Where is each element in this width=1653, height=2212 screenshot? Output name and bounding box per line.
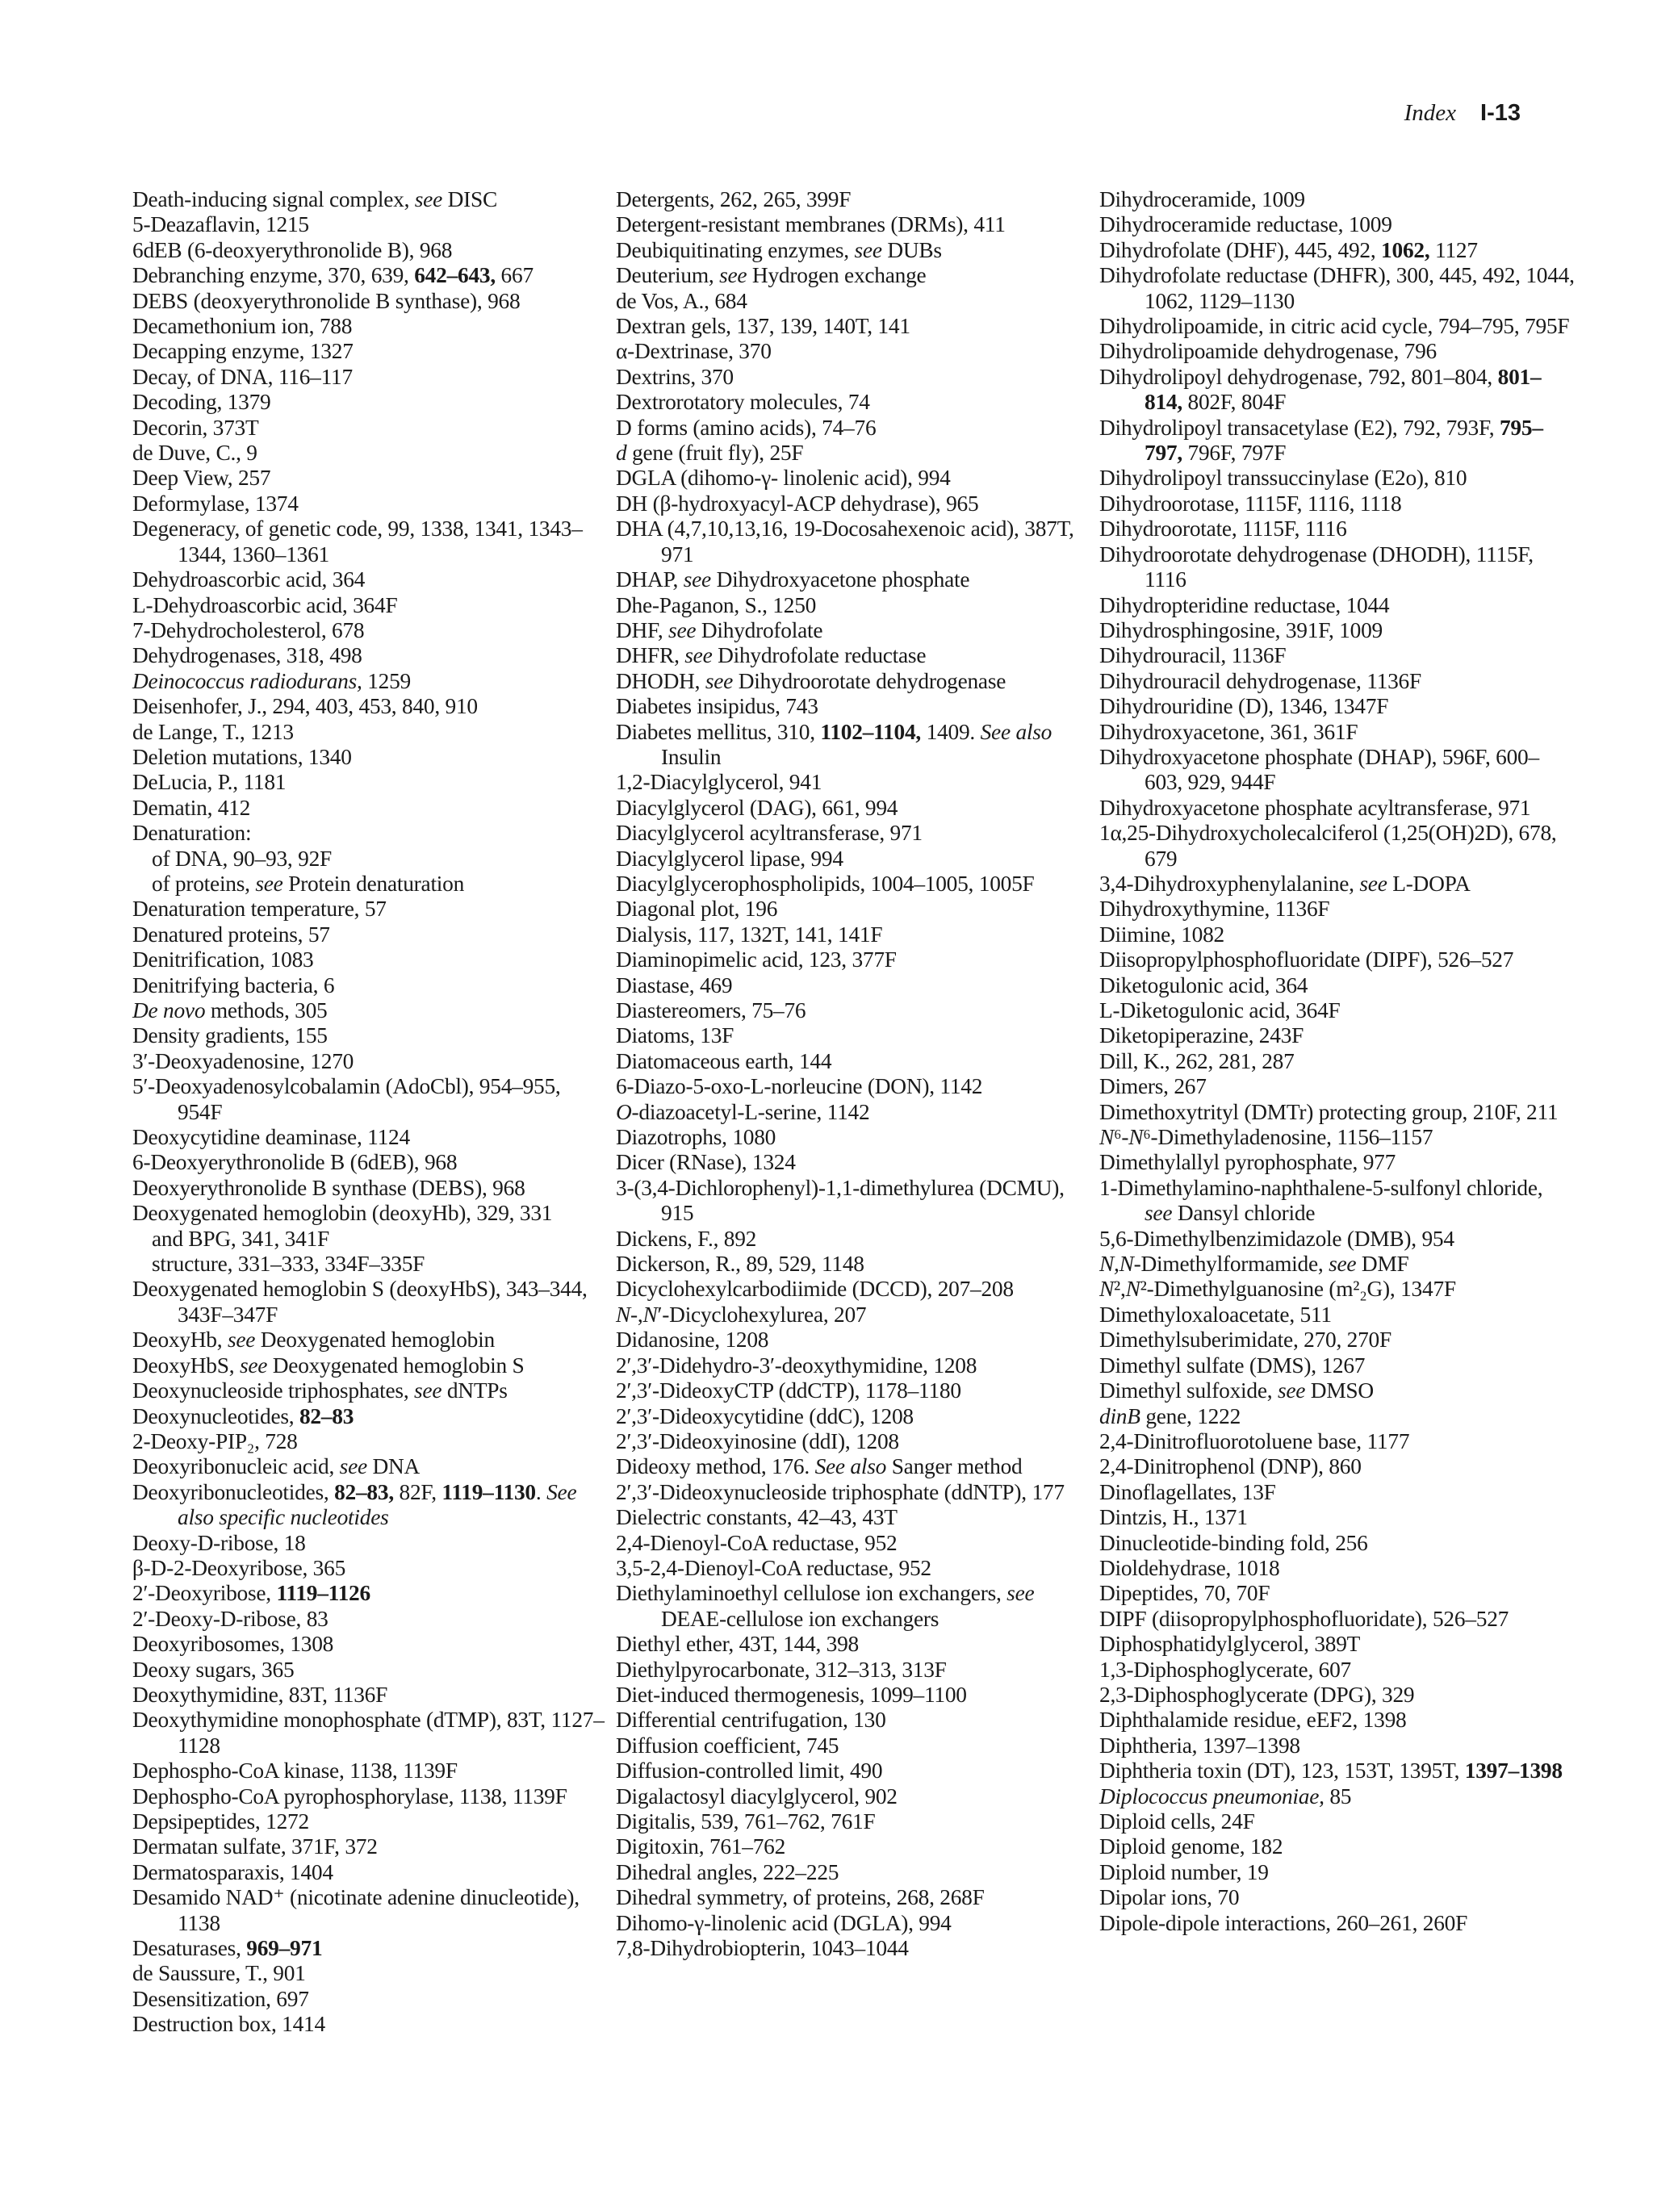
index-entry: Deoxynucleoside triphosphates, see dNTPs <box>132 1378 508 1403</box>
index-entry: Deformylase, 1374 <box>132 491 299 516</box>
index-entry: Dipole-dipole interactions, 260–261, 260F <box>1099 1910 1468 1935</box>
index-entry: 7-Dehydrocholesterol, 678 <box>132 617 365 642</box>
index-entry: Dematin, 412 <box>132 795 251 820</box>
index-entry: Dihydrolipoamide, in citric acid cycle, 794–795, 795F <box>1099 314 1570 339</box>
index-subentry: of proteins, see Protein denaturation <box>152 871 465 896</box>
index-entry: Deep View, 257 <box>132 466 271 491</box>
index-entry: Digalactosyl diacylglycerol, 902 <box>616 1783 898 1808</box>
index-entry: Dielectric constants, 42–43, 43T <box>616 1505 898 1530</box>
index-entry: 2′,3′-Dideoxycytidine (ddC), 1208 <box>616 1403 914 1428</box>
index-entry: L-Dehydroascorbic acid, 364F <box>132 592 398 617</box>
index-entry: Diacylglycerol (DAG), 661, 994 <box>616 795 898 820</box>
index-entry: Diphosphatidylglycerol, 389T <box>1099 1632 1361 1657</box>
index-entry: Dihydrouridine (D), 1346, 1347F <box>1099 694 1389 719</box>
index-entry: Diabetes mellitus, 310, 1102–1104, 1409. See also Insulin <box>616 719 1052 769</box>
index-entry: Dioldehydrase, 1018 <box>1099 1555 1280 1580</box>
index-entry: de Lange, T., 1213 <box>132 719 294 744</box>
index-entry: Didanosine, 1208 <box>616 1328 769 1353</box>
index-entry: Decapping enzyme, 1327 <box>132 339 354 364</box>
index-entry: Deoxythymidine monophosphate (dTMP), 83T, 1127–1128 <box>132 1708 605 1758</box>
index-entry: de Vos, A., 684 <box>616 288 747 313</box>
index-entry: Diatoms, 13F <box>616 1023 734 1048</box>
index-entry: d gene (fruit fly), 25F <box>616 441 804 466</box>
index-entry: Dihomo-γ-linolenic acid (DGLA), 994 <box>616 1910 952 1935</box>
index-entry: Dimethylallyl pyrophosphate, 977 <box>1099 1150 1396 1175</box>
index-entry: Denitrification, 1083 <box>132 947 314 972</box>
index-entry: Dextran gels, 137, 139, 140T, 141 <box>616 314 910 339</box>
index-entry: Deoxynucleotides, 82–83 <box>132 1403 354 1428</box>
index-entry: 2,4-Dinitrofluorotoluene base, 1177 <box>1099 1428 1410 1453</box>
index-column-3 <box>1099 187 1576 1936</box>
index-entry: Dimethyl sulfate (DMS), 1267 <box>1099 1353 1366 1378</box>
index-entry: Diacylglycerophospholipids, 1004–1005, 1005F <box>616 871 1035 896</box>
index-entry: Deoxy-D-ribose, 18 <box>132 1530 306 1555</box>
index-entry: Desensitization, 697 <box>132 1986 309 2011</box>
index-entry: Dihydrouracil dehydrogenase, 1136F <box>1099 668 1421 693</box>
index-entry: Dimers, 267 <box>1099 1074 1207 1099</box>
index-entry: 6dEB (6-deoxyerythronolide B), 968 <box>132 237 453 262</box>
index-entry: Digitoxin, 761–762 <box>616 1834 786 1859</box>
index-entry: Dihydrofolate (DHF), 445, 492, 1062, 1127 <box>1099 237 1478 262</box>
index-entry: Decoding, 1379 <box>132 390 271 415</box>
index-entry: Dihydropteridine reductase, 1044 <box>1099 592 1390 617</box>
index-entry: Dihydrolipoamide dehydrogenase, 796 <box>1099 339 1437 364</box>
index-entry: Diketogulonic acid, 364 <box>1099 972 1308 997</box>
index-entry: Diacylglycerol acyltransferase, 971 <box>616 821 923 846</box>
index-column-1 <box>132 187 609 2038</box>
index-entry: 2-Deoxy-PIP₂, 728 <box>132 1428 298 1453</box>
index-entry: N²,N²-Dimethylguanosine (m²₂G), 1347F <box>1099 1277 1456 1302</box>
index-entry: DHODH, see Dihydroorotate dehydrogenase <box>616 668 1006 693</box>
index-entry: Dihydroceramide reductase, 1009 <box>1099 212 1392 237</box>
index-entry: L-Diketogulonic acid, 364F <box>1099 998 1341 1022</box>
index-entry: Diet-induced thermogenesis, 1099–1100 <box>616 1682 967 1707</box>
index-entry: Dephospho-CoA kinase, 1138, 1139F <box>132 1758 458 1783</box>
index-entry: Diplococcus pneumoniae, 85 <box>1099 1783 1352 1808</box>
index-entry: Dihydroxyacetone phosphate (DHAP), 596F, 600–603, 929, 944F <box>1099 744 1539 795</box>
index-entry: D forms (amino acids), 74–76 <box>616 415 877 440</box>
index-entry: Deletion mutations, 1340 <box>132 744 352 769</box>
index-entry: 7,8-Dihydrobiopterin, 1043–1044 <box>616 1936 909 1961</box>
index-entry: 3,4-Dihydroxyphenylalanine, see L-DOPA <box>1099 871 1471 896</box>
index-entry: Deubiquitinating enzymes, see DUBs <box>616 237 942 262</box>
index-entry: Diacylglycerol lipase, 994 <box>616 846 843 871</box>
index-entry: Dihydroorotate dehydrogenase (DHODH), 1115F, 1116 <box>1099 542 1534 592</box>
index-entry: dinB gene, 1222 <box>1099 1403 1241 1428</box>
index-entry: 2′-Deoxy-D-ribose, 83 <box>132 1606 329 1631</box>
index-entry: 1-Dimethylamino-naphthalene-5-sulfonyl chloride, see Dansyl chloride <box>1099 1175 1543 1226</box>
index-entry: Desamido NAD⁺ (nicotinate adenine dinucleotide), 1138 <box>132 1885 580 1935</box>
index-entry: Depsipeptides, 1272 <box>132 1809 309 1834</box>
index-entry: Deuterium, see Hydrogen exchange <box>616 263 927 288</box>
index-entry: α-Dextrinase, 370 <box>616 339 772 364</box>
index-entry: Deoxyribonucleotides, 82–83, 82F, 1119–1130. See also specific nucleotides <box>132 1479 577 1530</box>
index-entry: 2′,3′-Dideoxynucleoside triphosphate (ddNTP), 177 <box>616 1479 1065 1504</box>
index-entry: 2′,3′-DideoxyCTP (ddCTP), 1178–1180 <box>616 1378 961 1403</box>
index-entry: Dihydrolipoyl transsuccinylase (E2o), 810 <box>1099 466 1467 491</box>
index-entry: Denatured proteins, 57 <box>132 922 330 947</box>
index-entry: Density gradients, 155 <box>132 1023 328 1048</box>
index-entry: Dihydrouracil, 1136F <box>1099 643 1287 668</box>
index-entry: Decorin, 373T <box>132 415 259 440</box>
index-entry: Dihedral angles, 222–225 <box>616 1859 839 1884</box>
index-entry: Denaturation: <box>132 821 252 846</box>
index-entry: Dihydroorotate, 1115F, 1116 <box>1099 516 1347 542</box>
index-entry: DGLA (dihomo-γ- linolenic acid), 994 <box>616 466 951 491</box>
index-subentry: and BPG, 341, 341F <box>152 1226 329 1251</box>
index-entry: Diethylaminoethyl cellulose ion exchangers, see DEAE-cellulose ion exchangers <box>616 1581 1035 1631</box>
index-entry: Denitrifying bacteria, 6 <box>132 972 335 997</box>
index-entry: Diethyl ether, 43T, 144, 398 <box>616 1632 859 1657</box>
index-entry: DHF, see Dihydrofolate <box>616 617 823 642</box>
index-entry: Deisenhofer, J., 294, 403, 453, 840, 910 <box>132 694 478 719</box>
index-entry: Detergents, 262, 265, 399F <box>616 187 852 211</box>
index-entry: Dicyclohexylcarbodiimide (DCCD), 207–208 <box>616 1277 1014 1302</box>
index-entry: Deoxyribosomes, 1308 <box>132 1632 334 1657</box>
index-entry: Death-inducing signal complex, see DISC <box>132 187 498 211</box>
index-entry: Dextrorotatory molecules, 74 <box>616 390 870 415</box>
index-entry: Dill, K., 262, 281, 287 <box>1099 1048 1295 1073</box>
index-entry: Diploid cells, 24F <box>1099 1809 1255 1834</box>
index-entry: Diagonal plot, 196 <box>616 897 778 922</box>
index-entry: 6-Diazo-5-oxo-L-norleucine (DON), 1142 <box>616 1074 983 1099</box>
index-subentry: structure, 331–333, 334F–335F <box>152 1252 425 1277</box>
index-entry: Dickens, F., 892 <box>616 1226 757 1251</box>
index-entry: Dephospho-CoA pyrophosphorylase, 1138, 1139F <box>132 1783 567 1808</box>
index-entry: 5-Deazaflavin, 1215 <box>132 212 309 237</box>
index-entry: Deoxygenated hemoglobin S (deoxyHbS), 343–344, 343F–347F <box>132 1277 588 1327</box>
index-entry: Dihydroceramide, 1009 <box>1099 187 1305 211</box>
index-entry: Diphtheria toxin (DT), 123, 153T, 1395T, 1397–1398 <box>1099 1758 1563 1783</box>
index-entry: Dhe-Paganon, S., 1250 <box>616 592 817 617</box>
page-number: I-13 <box>1480 100 1521 126</box>
index-subentry: of DNA, 90–93, 92F <box>152 846 332 871</box>
index-entry: Dihydrofolate reductase (DHFR), 300, 445, 492, 1044, 1062, 1129–1130 <box>1099 263 1575 313</box>
index-entry: Destruction box, 1414 <box>132 2012 325 2037</box>
index-entry: Dimethoxytrityl (DMTr) protecting group, 210F, 211 <box>1099 1099 1559 1124</box>
index-entry: 2,4-Dienoyl-CoA reductase, 952 <box>616 1530 898 1555</box>
index-entry: Dipeptides, 70, 70F <box>1099 1581 1270 1606</box>
index-entry: N-,N′-Dicyclohexylurea, 207 <box>616 1302 867 1327</box>
index-entry: Dimethyloxaloacetate, 511 <box>1099 1302 1332 1327</box>
running-header <box>1404 100 1521 127</box>
index-entry: β-D-2-Deoxyribose, 365 <box>132 1555 346 1580</box>
index-entry: Dideoxy method, 176. See also Sanger method <box>616 1454 1023 1479</box>
index-entry: Digitalis, 539, 761–762, 761F <box>616 1809 876 1834</box>
index-entry: Diffusion-controlled limit, 490 <box>616 1758 883 1783</box>
index-entry: Degeneracy, of genetic code, 99, 1338, 1341, 1343–1344, 1360–1361 <box>132 516 583 567</box>
index-entry: 1α,25-Dihydroxycholecalciferol (1,25(OH)2D), 678, 679 <box>1099 821 1557 871</box>
index-entry: O-diazoacetyl-L-serine, 1142 <box>616 1099 870 1124</box>
index-entry: Dinucleotide-binding fold, 256 <box>1099 1530 1368 1555</box>
index-entry: Diastase, 469 <box>616 972 733 997</box>
index-entry: 2′,3′-Dideoxyinosine (ddI), 1208 <box>616 1428 899 1453</box>
index-entry: Deoxycytidine deaminase, 1124 <box>132 1125 410 1150</box>
index-entry: Diffusion coefficient, 745 <box>616 1733 839 1758</box>
index-entry: 3-(3,4-Dichlorophenyl)-1,1-dimethylurea (DCMU), 915 <box>616 1175 1065 1226</box>
index-entry: Diploid genome, 182 <box>1099 1834 1283 1859</box>
index-entry: Deinococcus radiodurans, 1259 <box>132 668 412 693</box>
index-entry: Dicer (RNase), 1324 <box>616 1150 796 1175</box>
index-entry: Dimethylsuberimidate, 270, 270F <box>1099 1328 1391 1353</box>
index-entry: 2,3-Diphosphoglycerate (DPG), 329 <box>1099 1682 1415 1707</box>
index-entry: 3′-Deoxyadenosine, 1270 <box>132 1048 354 1073</box>
index-entry: Detergent-resistant membranes (DRMs), 411 <box>616 212 1006 237</box>
index-entry: N⁶-N⁶-Dimethyladenosine, 1156–1157 <box>1099 1125 1433 1150</box>
index-entry: Deoxythymidine, 83T, 1136F <box>132 1682 388 1707</box>
index-entry: DEBS (deoxyerythronolide B synthase), 968 <box>132 288 521 313</box>
index-entry: Dihydroorotase, 1115F, 1116, 1118 <box>1099 491 1402 516</box>
index-entry: de Duve, C., 9 <box>132 441 257 466</box>
index-entry: Dihedral symmetry, of proteins, 268, 268F <box>616 1885 985 1910</box>
index-entry: Dickerson, R., 89, 529, 1148 <box>616 1252 864 1277</box>
index-entry: 2′,3′-Didehydro-3′-deoxythymidine, 1208 <box>616 1353 977 1378</box>
index-entry: DHAP, see Dihydroxyacetone phosphate <box>616 567 970 592</box>
index-entry: Dehydroascorbic acid, 364 <box>132 567 366 592</box>
index-entry: de Saussure, T., 901 <box>132 1961 306 1986</box>
index-entry: De novo methods, 305 <box>132 998 328 1022</box>
index-entry: Diazotrophs, 1080 <box>616 1125 776 1150</box>
index-entry: Debranching enzyme, 370, 639, 642–643, 667 <box>132 263 534 288</box>
index-entry: Dextrins, 370 <box>616 364 734 389</box>
index-entry: 2′-Deoxyribose, 1119–1126 <box>132 1581 370 1606</box>
index-entry: Diketopiperazine, 243F <box>1099 1023 1304 1048</box>
index-entry: N,N-Dimethylformamide, see DMF <box>1099 1252 1409 1277</box>
index-entry: DeLucia, P., 1181 <box>132 770 287 795</box>
index-entry: Dimethyl sulfoxide, see DMSO <box>1099 1378 1374 1403</box>
index-entry: Desaturases, 969–971 <box>132 1936 323 1961</box>
index-entry: Deoxyerythronolide B synthase (DEBS), 968 <box>132 1175 525 1200</box>
index-entry: 5,6-Dimethylbenzimidazole (DMB), 954 <box>1099 1226 1454 1251</box>
index-entry: Dihydrolipoyl dehydrogenase, 792, 801–804, 801–814, 802F, 804F <box>1099 364 1542 415</box>
index-entry: Deoxy sugars, 365 <box>132 1657 295 1682</box>
index-entry: 2,4-Dinitrophenol (DNP), 860 <box>1099 1454 1362 1479</box>
index-entry: Dihydroxythymine, 1136F <box>1099 897 1330 922</box>
index-entry: Dintzis, H., 1371 <box>1099 1505 1248 1530</box>
index-entry: Diisopropylphosphofluoridate (DIPF), 526–527 <box>1099 947 1514 972</box>
header-section-title: Index <box>1404 100 1457 126</box>
index-entry: Diastereomers, 75–76 <box>616 998 806 1022</box>
index-entry: Diabetes insipidus, 743 <box>616 694 818 719</box>
index-entry: Dihydrosphingosine, 391F, 1009 <box>1099 617 1383 642</box>
index-entry: Differential centrifugation, 130 <box>616 1708 886 1733</box>
index-entry: Diatomaceous earth, 144 <box>616 1048 832 1073</box>
index-entry: Dialysis, 117, 132T, 141, 141F <box>616 922 883 947</box>
index-entry: Dehydrogenases, 318, 498 <box>132 643 362 668</box>
index-entry: Dermatan sulfate, 371F, 372 <box>132 1834 378 1859</box>
index-entry: 1,2-Diacylglycerol, 941 <box>616 770 822 795</box>
index-entry: Diploid number, 19 <box>1099 1859 1269 1884</box>
index-entry: Diethylpyrocarbonate, 312–313, 313F <box>616 1657 947 1682</box>
index-entry: Dipolar ions, 70 <box>1099 1885 1240 1910</box>
index-entry: Diaminopimelic acid, 123, 377F <box>616 947 897 972</box>
index-entry: Diphtheria, 1397–1398 <box>1099 1733 1300 1758</box>
index-entry: Diimine, 1082 <box>1099 922 1224 947</box>
index-entry: DH (β-hydroxyacyl-ACP dehydrase), 965 <box>616 491 979 516</box>
index-entry: Deoxygenated hemoglobin (deoxyHb), 329, 331 <box>132 1201 553 1226</box>
index-entry: Deoxyribonucleic acid, see DNA <box>132 1454 421 1479</box>
index-column-2 <box>616 187 1092 1961</box>
index-entry: 3,5-2,4-Dienoyl-CoA reductase, 952 <box>616 1555 931 1580</box>
index-entry: Denaturation temperature, 57 <box>132 897 387 922</box>
index-entry: DIPF (diisopropylphosphofluoridate), 526–527 <box>1099 1606 1509 1631</box>
index-entry: Dihydroxyacetone, 361, 361F <box>1099 719 1358 744</box>
index-entry: DeoxyHb, see Deoxygenated hemoglobin <box>132 1328 495 1353</box>
index-entry: Diphthalamide residue, eEF2, 1398 <box>1099 1708 1407 1733</box>
index-entry: DHFR, see Dihydrofolate reductase <box>616 643 927 668</box>
index-entry: Decamethonium ion, 788 <box>132 314 353 339</box>
index-entry: 5′-Deoxyadenosylcobalamin (AdoCbl), 954–955, 954F <box>132 1074 561 1124</box>
index-entry: Dinoflagellates, 13F <box>1099 1479 1276 1504</box>
index-entry: 6-Deoxyerythronolide B (6dEB), 968 <box>132 1150 458 1175</box>
index-entry: Dermatosparaxis, 1404 <box>132 1859 333 1884</box>
index-entry: Dihydrolipoyl transacetylase (E2), 792, 793F, 795–797, 796F, 797F <box>1099 415 1543 466</box>
index-entry: Dihydroxyacetone phosphate acyltransferase, 971 <box>1099 795 1531 820</box>
index-entry: 1,3-Diphosphoglycerate, 607 <box>1099 1657 1351 1682</box>
index-entry: DeoxyHbS, see Deoxygenated hemoglobin S <box>132 1353 525 1378</box>
index-entry: Decay, of DNA, 116–117 <box>132 364 353 389</box>
index-entry: DHA (4,7,10,13,16, 19-Docosahexenoic acid), 387T, 971 <box>616 516 1074 567</box>
